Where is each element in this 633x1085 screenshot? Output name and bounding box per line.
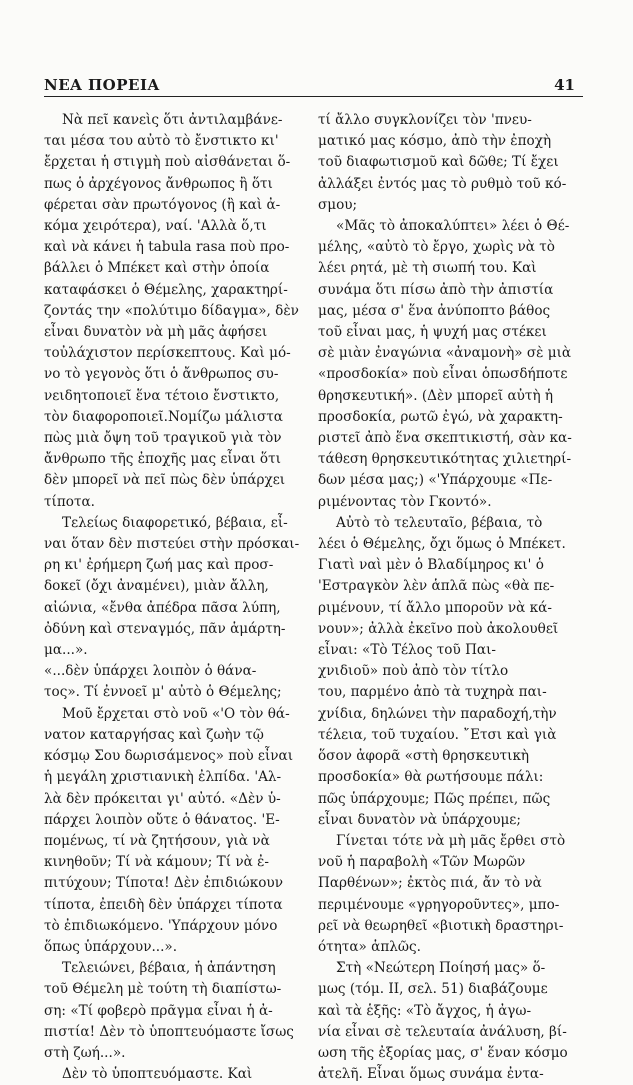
- text-line: μα...».: [44, 642, 88, 659]
- text-line: ωση τῆς ἐξορίας μας, σ' ἕναν κόσμο: [318, 1044, 568, 1061]
- text-line: Νὰ πεῖ κανεὶς ὅτι ἀντιλαμβάνε-: [62, 112, 283, 128]
- text-line: τοῦ Θέμελη μὲ τούτη τὴ διαπίστω-: [44, 981, 282, 998]
- text-line: τίποτα.: [44, 493, 95, 510]
- text-line: μέλης, «αὐτὸ τὸ ἔργο, χωρὶς νὰ τὸ: [318, 239, 555, 256]
- text-line: ότητα» ἁπλῶς.: [318, 938, 421, 955]
- text-line: τοῦ εἶναι μας, ἡ ψυχή μας στέκει: [318, 324, 547, 341]
- text-line: ὅπως ὑπάρχουν...».: [44, 938, 178, 955]
- text-line: Γιατὶ ναὶ μὲν ὁ Βλαδίμηρος κι' ὁ: [318, 557, 544, 574]
- text-line: τίποτα, ἐπειδὴ δὲν ὑπάρχει τίποτα: [44, 896, 283, 913]
- text-line: τὸ ἐπιδιωκόμενο. 'Υπάρχουν μόνο: [44, 917, 278, 934]
- text-line: νατον καταργήσας καὶ ζωὴν τῷ: [44, 726, 264, 743]
- text-line: πιστία! Δὲν τὸ ὑποπτευόμαστε ἴσως: [44, 1023, 294, 1040]
- text-line: Στὴ «Νεώτερη Ποίησή μας» ὅ-: [336, 960, 546, 977]
- journal-title: ΝΕΑ ΠΟΡΕΙΑ: [44, 76, 160, 94]
- text-line: ὀδύνη καὶ στεναγμός, πᾶν ἁμάρτη-: [44, 620, 286, 637]
- text-line: σὲ μιὰν ἐναγώνια «ἀναμονὴ» σὲ μιὰ: [318, 345, 572, 362]
- text-line: κόμα χειρότερα), ναί. 'Αλλὰ ὅ,τι: [44, 218, 267, 235]
- text-line: συνάμα ὅτι πίσω ἀπὸ τὴν ἀπιστία: [318, 281, 554, 298]
- text-line: Αὐτὸ τὸ τελευταῖο, βέβαια, τὸ: [336, 514, 543, 531]
- text-line: βάλλει ὁ Μπέκετ καὶ στὴν ὁποία: [44, 260, 270, 277]
- text-line: ται μέσα του αὐτὸ τὸ ἔνστικτο κι': [44, 133, 279, 150]
- text-line: ριστεῖ ἀπὸ ἕνα σκεπτικιστή, σὰν κα-: [318, 430, 572, 447]
- text-line: φέρεται σὰν πρωτόγονος (ἢ καὶ ἀ-: [44, 196, 281, 213]
- right-column: [318, 110, 580, 1085]
- text-line: τος». Τί ἐννοεῖ μ' αὐτὸ ὁ Θέμελης;: [44, 684, 282, 701]
- text-line: καταφάσκει ὁ Θέμελης, χαρακτηρί-: [44, 281, 288, 298]
- text-line: περιμένουμε «γρηγοροῦντες», μπο-: [318, 896, 560, 913]
- text-line: δων μέσα μας;) «'Υπάρχουμε «Πε-: [318, 472, 553, 489]
- text-line: ριμένουν, τί ἄλλο μποροῦν νὰ κά-: [318, 599, 552, 616]
- text-line: εἶναι δυνατὸν νὰ μὴ μᾶς ἀφήσει: [44, 324, 268, 341]
- text-line: ρη κι' ἐρήμερη ζωή μας καὶ προσ-: [44, 557, 274, 574]
- text-line: λὰ δὲν πρόκειται γι' αὐτό. «Δὲν ὑ-: [44, 790, 281, 807]
- text-line: Γίνεται τότε νὰ μὴ μᾶς ἔρθει στὸ: [336, 832, 566, 849]
- header-rule: [44, 96, 583, 97]
- text-line: δὲν μπορεῖ νὰ πεῖ πὼς δὲν ὑπάρχει: [44, 472, 286, 489]
- text-line: πῶς ὑπάρχουμε; Πῶς πρέπει, πῶς: [318, 790, 551, 807]
- text-line: ναι ὅταν δὲν πιστεύει στὴν πρόσκαι-: [44, 536, 300, 553]
- text-line: ἀλλάξει ἐντός μας τὸ ρυθμὸ τοῦ κό-: [318, 175, 567, 192]
- text-line: τοῦ διαφωτισμοῦ καὶ δῶθε; Τί ἔχει: [318, 154, 559, 171]
- text-line: χνιδιοῦ» ποὺ ἀπὸ τὸν τίτλο: [318, 663, 509, 680]
- text-line: «Μᾶς τὸ ἀποκαλύπτει» λέει ὁ Θέ-: [336, 218, 570, 235]
- text-line: τὸν διαφοροποιεῖ.Νομίζω μάλιστα: [44, 408, 283, 425]
- text-line: ἀτελῆ. Εἶναι ὅμως συνάμα ἐντα-: [318, 1066, 544, 1083]
- text-line: Παρθένων»; ἐκτὸς πιά, ἄν τὸ νὰ: [318, 875, 542, 892]
- text-line: τάθεση θρησκευτικότητας χιλιετηρί-: [318, 451, 572, 468]
- text-line: μας, μέσα σ' ἕνα ἀνύποπτο βάθος: [318, 302, 551, 319]
- text-line: ἔρχεται ἡ στιγμὴ ποὺ αἰσθάνεται ὅ-: [44, 154, 291, 171]
- text-line: χνίδια, δηλώνει τὴν παραδοχή,τὴν: [318, 705, 557, 722]
- text-line: ριμένοντας τὸν Γκοντό».: [318, 493, 492, 510]
- text-line: τί ἄλλο συγκλονίζει τὸν 'πνευ-: [318, 112, 532, 128]
- page-number: 41: [554, 76, 575, 94]
- text-line: καὶ τὰ ἑξῆς: «Τὸ ἄγχος, ἡ ἀγω-: [318, 1002, 532, 1019]
- text-line: δοκεῖ (ὄχι ἀναμένει), μιὰν ἄλλη,: [44, 578, 269, 595]
- text-line: θρησκευτική». (Δὲν μπορεῖ αὐτὴ ἡ: [318, 387, 554, 404]
- text-line: ἡ μεγάλη χριστιανικὴ ἐλπίδα. 'Αλ-: [44, 769, 282, 786]
- text-line: μως (τόμ. II, σελ. 51) διαβάζουμε: [318, 981, 548, 998]
- text-line: νοῦ ἡ παραβολὴ «Τῶν Μωρῶν: [318, 854, 526, 871]
- text-line: νία εἶναι σὲ τελευταία ἀνάλυση, βί-: [318, 1023, 567, 1040]
- text-line: κινηθοῦν; Τί νὰ κάμουν; Τί νὰ ἐ-: [44, 854, 270, 871]
- text-line: τοὐλάχιστον περίσκεπτους. Καὶ μό-: [44, 345, 291, 362]
- text-line: πως ὁ ἀρχέγονος ἄνθρωπος ἢ ὅτι: [44, 175, 273, 192]
- text-line: κόσμῳ Σου δωρισάμενος» ποὺ εἶναι: [44, 748, 294, 765]
- text-line: καὶ νὰ κάνει ἡ tabula rasa ποὺ προ-: [44, 239, 290, 256]
- text-line: πομένως, τί νὰ ζητήσουν, γιὰ νὰ: [44, 832, 270, 849]
- text-line: ρεῖ νὰ θεωρηθεῖ «βιοτικὴ δραστηρι-: [318, 917, 564, 934]
- text-line: λέει ὁ Θέμελης, ὄχι ὅμως ὁ Μπέκετ.: [318, 536, 566, 553]
- text-line: του, παρμένο ἀπὸ τὰ τυχηρὰ παι-: [318, 684, 547, 701]
- text-line: πάρχει λοιπὸν οὔτε ὁ θάνατος. 'Ε-: [44, 811, 280, 828]
- text-line: νο τὸ γεγονὸς ὅτι ὁ ἄνθρωπος συ-: [44, 366, 279, 383]
- left-column: [44, 110, 306, 1085]
- text-line: νουν»; ἀλλὰ ἐκεῖνο ποὺ ἀκολουθεῖ: [318, 620, 559, 637]
- text-line: προσδοκία» θὰ ρωτήσουμε πάλι:: [318, 769, 544, 786]
- text-line: Δὲν τὸ ὑποπτευόμαστε. Καὶ: [62, 1066, 253, 1083]
- running-header: [44, 72, 575, 94]
- text-line: Μοῦ ἔρχεται στὸ νοῦ «'Ο τὸν θά-: [62, 705, 290, 722]
- text-line: Τελειώνει, βέβαια, ἡ ἀπάντηση: [62, 960, 276, 977]
- text-line: αἰώνια, «ἔνθα ἀπέδρα πᾶσα λύπη,: [44, 599, 281, 616]
- text-line: προσδοκία, ρωτῶ ἐγώ, νὰ χαρακτη-: [318, 408, 563, 425]
- text-line: εἶναι δυνατὸν νὰ ὑπάρχουμε;: [318, 811, 521, 828]
- text-line: λέει ρητά, μὲ τὴ σιωπή του. Καὶ: [318, 260, 537, 277]
- text-line: σμου;: [318, 196, 358, 213]
- text-line: ἄνθρωπο τῆς ἐποχῆς μας εἶναι ὅτι: [44, 451, 281, 468]
- text-line: νειδητοποιεῖ ἕνα τέτοιο ἔνστικτο,: [44, 387, 280, 404]
- text-line: τέλεια, τοῦ τυχαίου. ῎Ετσι καὶ γιὰ: [318, 726, 557, 743]
- text-line: «...δὲν ὑπάρχει λοιπὸν ὁ θάνα-: [44, 663, 257, 680]
- text-line: πιτύχουν; Τίποτα! Δὲν ἐπιδιώκουν: [44, 875, 283, 892]
- text-line: ματικό μας κόσμο, ἀπὸ τὴν ἐποχὴ: [318, 133, 552, 150]
- text-line: εἶναι: «Τὸ Τέλος τοῦ Παι-: [318, 642, 497, 659]
- text-line: 'Εστραγκὸν λὲν ἁπλᾶ πὼς «θὰ πε-: [318, 578, 555, 595]
- text-line: ση: «Τί φοβερὸ πρᾶγμα εἶναι ἡ ἀ-: [44, 1002, 273, 1019]
- text-line: στὴ ζωή...».: [44, 1044, 126, 1061]
- text-line: ζοντάς την «πολύτιμο δίδαγμα», δὲν: [44, 302, 299, 319]
- text-line: πὼς μιὰ ὄψη τοῦ τραγικοῦ γιὰ τὸν: [44, 430, 282, 447]
- text-line: Τελείως διαφορετικό, βέβαια, εἶ-: [62, 514, 288, 531]
- text-line: «προσδοκία» ποὺ εἶναι ὁπωσδήποτε: [318, 366, 568, 383]
- text-line: ὅσον ἀφορᾶ «στὴ θρησκευτικὴ: [318, 748, 530, 765]
